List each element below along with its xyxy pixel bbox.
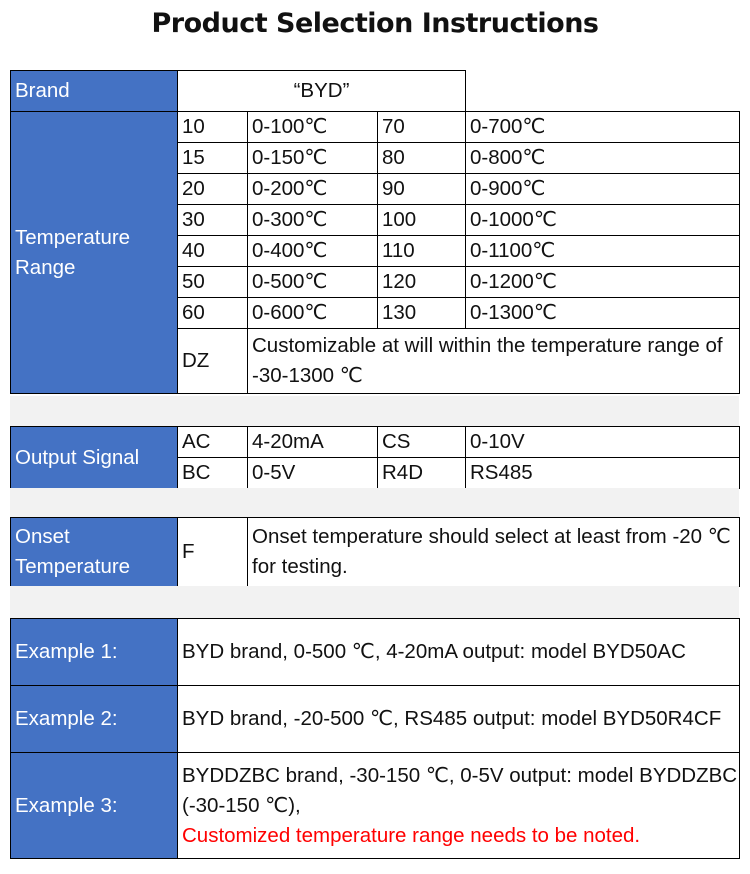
section-gap [10, 586, 739, 618]
custom-text: Customizable at will within the temperature range of -30-1300 ℃ [248, 329, 740, 394]
section-gap [10, 396, 739, 426]
brand-empty [466, 71, 740, 112]
temp-range: 0-700℃ [466, 112, 740, 143]
temp-range: 0-400℃ [248, 236, 378, 267]
temp-range: 0-600℃ [248, 298, 378, 329]
output-code: AC [178, 427, 248, 458]
temperature-range-label: Temperature Range [11, 112, 178, 394]
temp-code: 40 [178, 236, 248, 267]
brand-value-text: “BYD” [293, 79, 350, 102]
output-row [11, 427, 740, 458]
temp-code: 90 [378, 174, 466, 205]
temp-range: 0-200℃ [248, 174, 378, 205]
output-code: CS [378, 427, 466, 458]
example-row [11, 686, 740, 753]
temp-code: 120 [378, 267, 466, 298]
output-code: R4D [378, 458, 466, 489]
brand-row [11, 71, 740, 112]
temp-code: 50 [178, 267, 248, 298]
temp-range: 0-900℃ [466, 174, 740, 205]
output-value: 0-5V [248, 458, 378, 489]
example-cell [178, 753, 740, 859]
temp-code: 110 [378, 236, 466, 267]
temp-range: 0-800℃ [466, 143, 740, 174]
output-code: BC [178, 458, 248, 489]
section-gap [10, 488, 739, 517]
onset-text: Onset temperature should select at least from -20 ℃ for testing. [248, 518, 740, 587]
brand-value [178, 71, 466, 112]
temp-range: 0-500℃ [248, 267, 378, 298]
temp-range: 0-1200℃ [466, 267, 740, 298]
temp-code: 100 [378, 205, 466, 236]
example-row [11, 619, 740, 686]
example-text: BYDDZBC brand, -30-150 ℃, 0-5V output: model BYDDZBC (-30-150 ℃), [182, 763, 738, 817]
temp-range: 0-1100℃ [466, 236, 740, 267]
example-text: BYD brand, -20-500 ℃, RS485 output: model BYD50R4CF [178, 686, 740, 753]
brand-label: Brand [11, 71, 178, 112]
temp-code: 130 [378, 298, 466, 329]
temp-code: 30 [178, 205, 248, 236]
custom-code: DZ [178, 329, 248, 394]
output-signal-table [10, 426, 740, 489]
output-signal-label: Output Signal [11, 427, 178, 489]
temp-code: 20 [178, 174, 248, 205]
output-value: RS485 [466, 458, 740, 489]
examples-table [10, 618, 740, 859]
example-row [11, 753, 740, 859]
onset-row [11, 518, 740, 587]
temp-code: 80 [378, 143, 466, 174]
example-text: BYD brand, 0-500 ℃, 4-20mA output: model BYD50AC [178, 619, 740, 686]
temp-range: 0-1000℃ [466, 205, 740, 236]
temp-code: 10 [178, 112, 248, 143]
output-value: 0-10V [466, 427, 740, 458]
temp-code: 70 [378, 112, 466, 143]
onset-code: F [178, 518, 248, 587]
page-title: Product Selection Instructions [151, 8, 599, 39]
temp-range: 0-300℃ [248, 205, 378, 236]
brand-temperature-table [10, 70, 740, 394]
temp-range: 0-1300℃ [466, 298, 740, 329]
example-label: Example 3: [11, 753, 178, 859]
temp-range: 0-100℃ [248, 112, 378, 143]
temp-range: 0-150℃ [248, 143, 378, 174]
output-value: 4-20mA [248, 427, 378, 458]
temp-code: 60 [178, 298, 248, 329]
example-label: Example 1: [11, 619, 178, 686]
example-note: Customized temperature range needs to be noted. [182, 823, 641, 847]
onset-temperature-label: Onset Temperature [11, 518, 178, 587]
temp-row [11, 112, 740, 143]
example-label: Example 2: [11, 686, 178, 753]
temp-code: 15 [178, 143, 248, 174]
onset-temperature-table [10, 517, 740, 587]
